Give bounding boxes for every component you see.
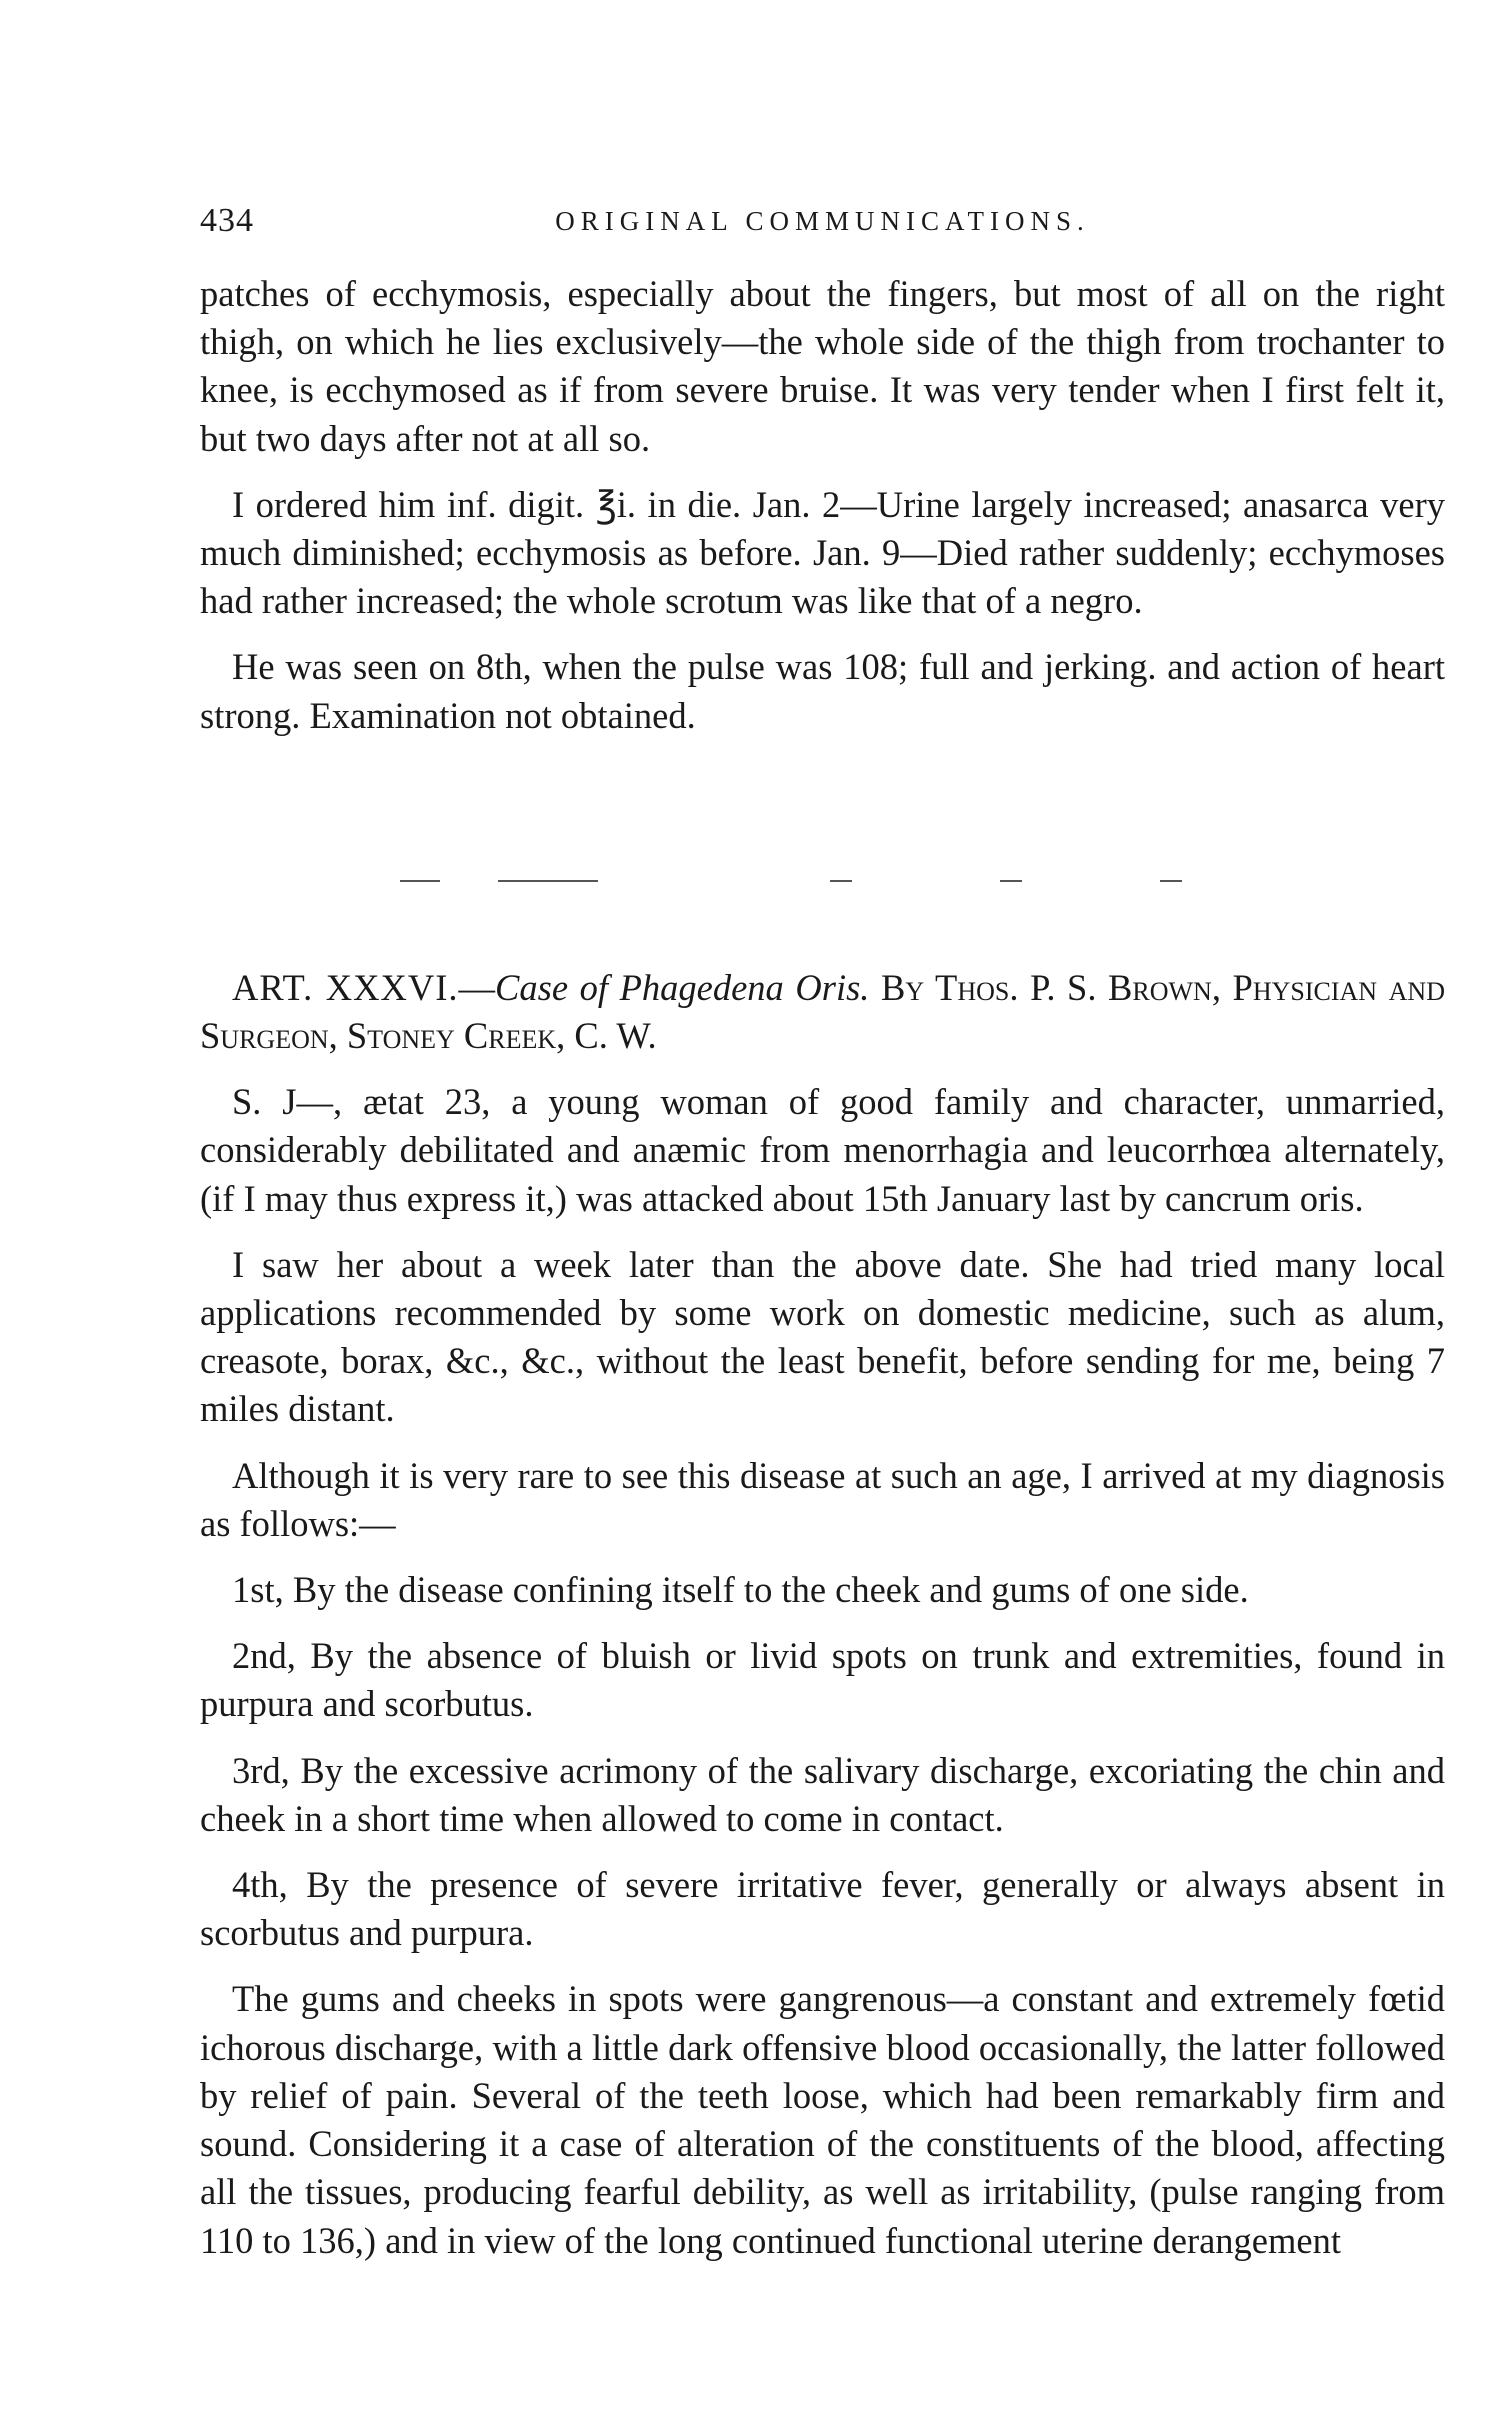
- running-title: ORIGINAL COMMUNICATIONS.: [555, 206, 1090, 236]
- paragraph: S. J—, ætat 23, a young woman of good family and character, unmarried, considerably debilitated and anæmic from menorrhagia and leucorrhœa alternately, (if I may thus express it,) was attacked about 15th January last by cancrum oris.: [200, 1081, 1445, 1219]
- paragraph: I saw her about a week later than the above date. She had tried many local applications recommended by some work on domestic medicine, such as alum, creasote, borax, &c., &c., without the least benefit, before sending for me, being 7 miles distant.: [200, 1243, 1445, 1430]
- paragraph: Although it is very rare to see this disease at such an age, I arrived at my diagnosis as follows:—: [200, 1454, 1445, 1544]
- page-number: 434: [200, 202, 254, 239]
- paragraph: 1st, By the disease confining itself to the cheek and gums of one side.: [232, 1569, 1249, 1611]
- paragraph: 3rd, By the excessive acrimony of the salivary discharge, excoriating the chin and cheek in a short time when allowed to come in contact.: [200, 1749, 1445, 1839]
- paragraph: I ordered him inf. digit. ℥i. in die. Jan. 2—Urine largely increased; anasarca very much diminished; ecchymosis as before. Jan. 9—Died rather suddenly; ecchymoses had rather increased; the whole scrotum was like that of a negro.: [200, 483, 1445, 622]
- article-heading: [200, 964, 1445, 1060]
- paragraph: 2nd, By the absence of bluish or livid spots on trunk and extremities, found in purpura and scorbutus.: [200, 1635, 1445, 1725]
- title-dash: —: [458, 966, 496, 1008]
- paragraph: The gums and cheeks in spots were gangrenous—a constant and extremely fœtid ichorous discharge, with a little dark offensive blood occasionally, the latter followed by relief of pain. Several of the teeth loose, which had been remarkably firm and sound. Considering it a case of alteration of the constituents of the blood, affecting all the tissues, producing fearful debility, as well as irritability, (pulse ranging from 110 to 136,) and in view of the long continued functional uterine derangement: [200, 1978, 1445, 2261]
- article-byline: By Thos. P. S. Brown, Physician and Surgeon, Stoney Creek, C. W.: [200, 966, 1445, 1057]
- article-number: ART. XXXVI.: [232, 966, 459, 1008]
- page-body: [200, 270, 1445, 2265]
- paragraph: patches of ecchymosis, especially about the fingers, but most of all on the right thigh, on which he lies exclusively—the whole side of the thigh from trochanter to knee, is ecchymosed as if from severe bruise. It was very tender when I first felt it, but two days after not at all so.: [200, 273, 1445, 459]
- section-divider: [200, 860, 1445, 930]
- article-title: Case of Phagedena Oris.: [495, 966, 870, 1008]
- paragraph: He was seen on 8th, when the pulse was 108; full and jerking. and action of heart strong. Examination not obtained.: [200, 646, 1445, 736]
- paragraph: 4th, By the presence of severe irritative fever, generally or always absent in scorbutus and purpura.: [200, 1864, 1445, 1954]
